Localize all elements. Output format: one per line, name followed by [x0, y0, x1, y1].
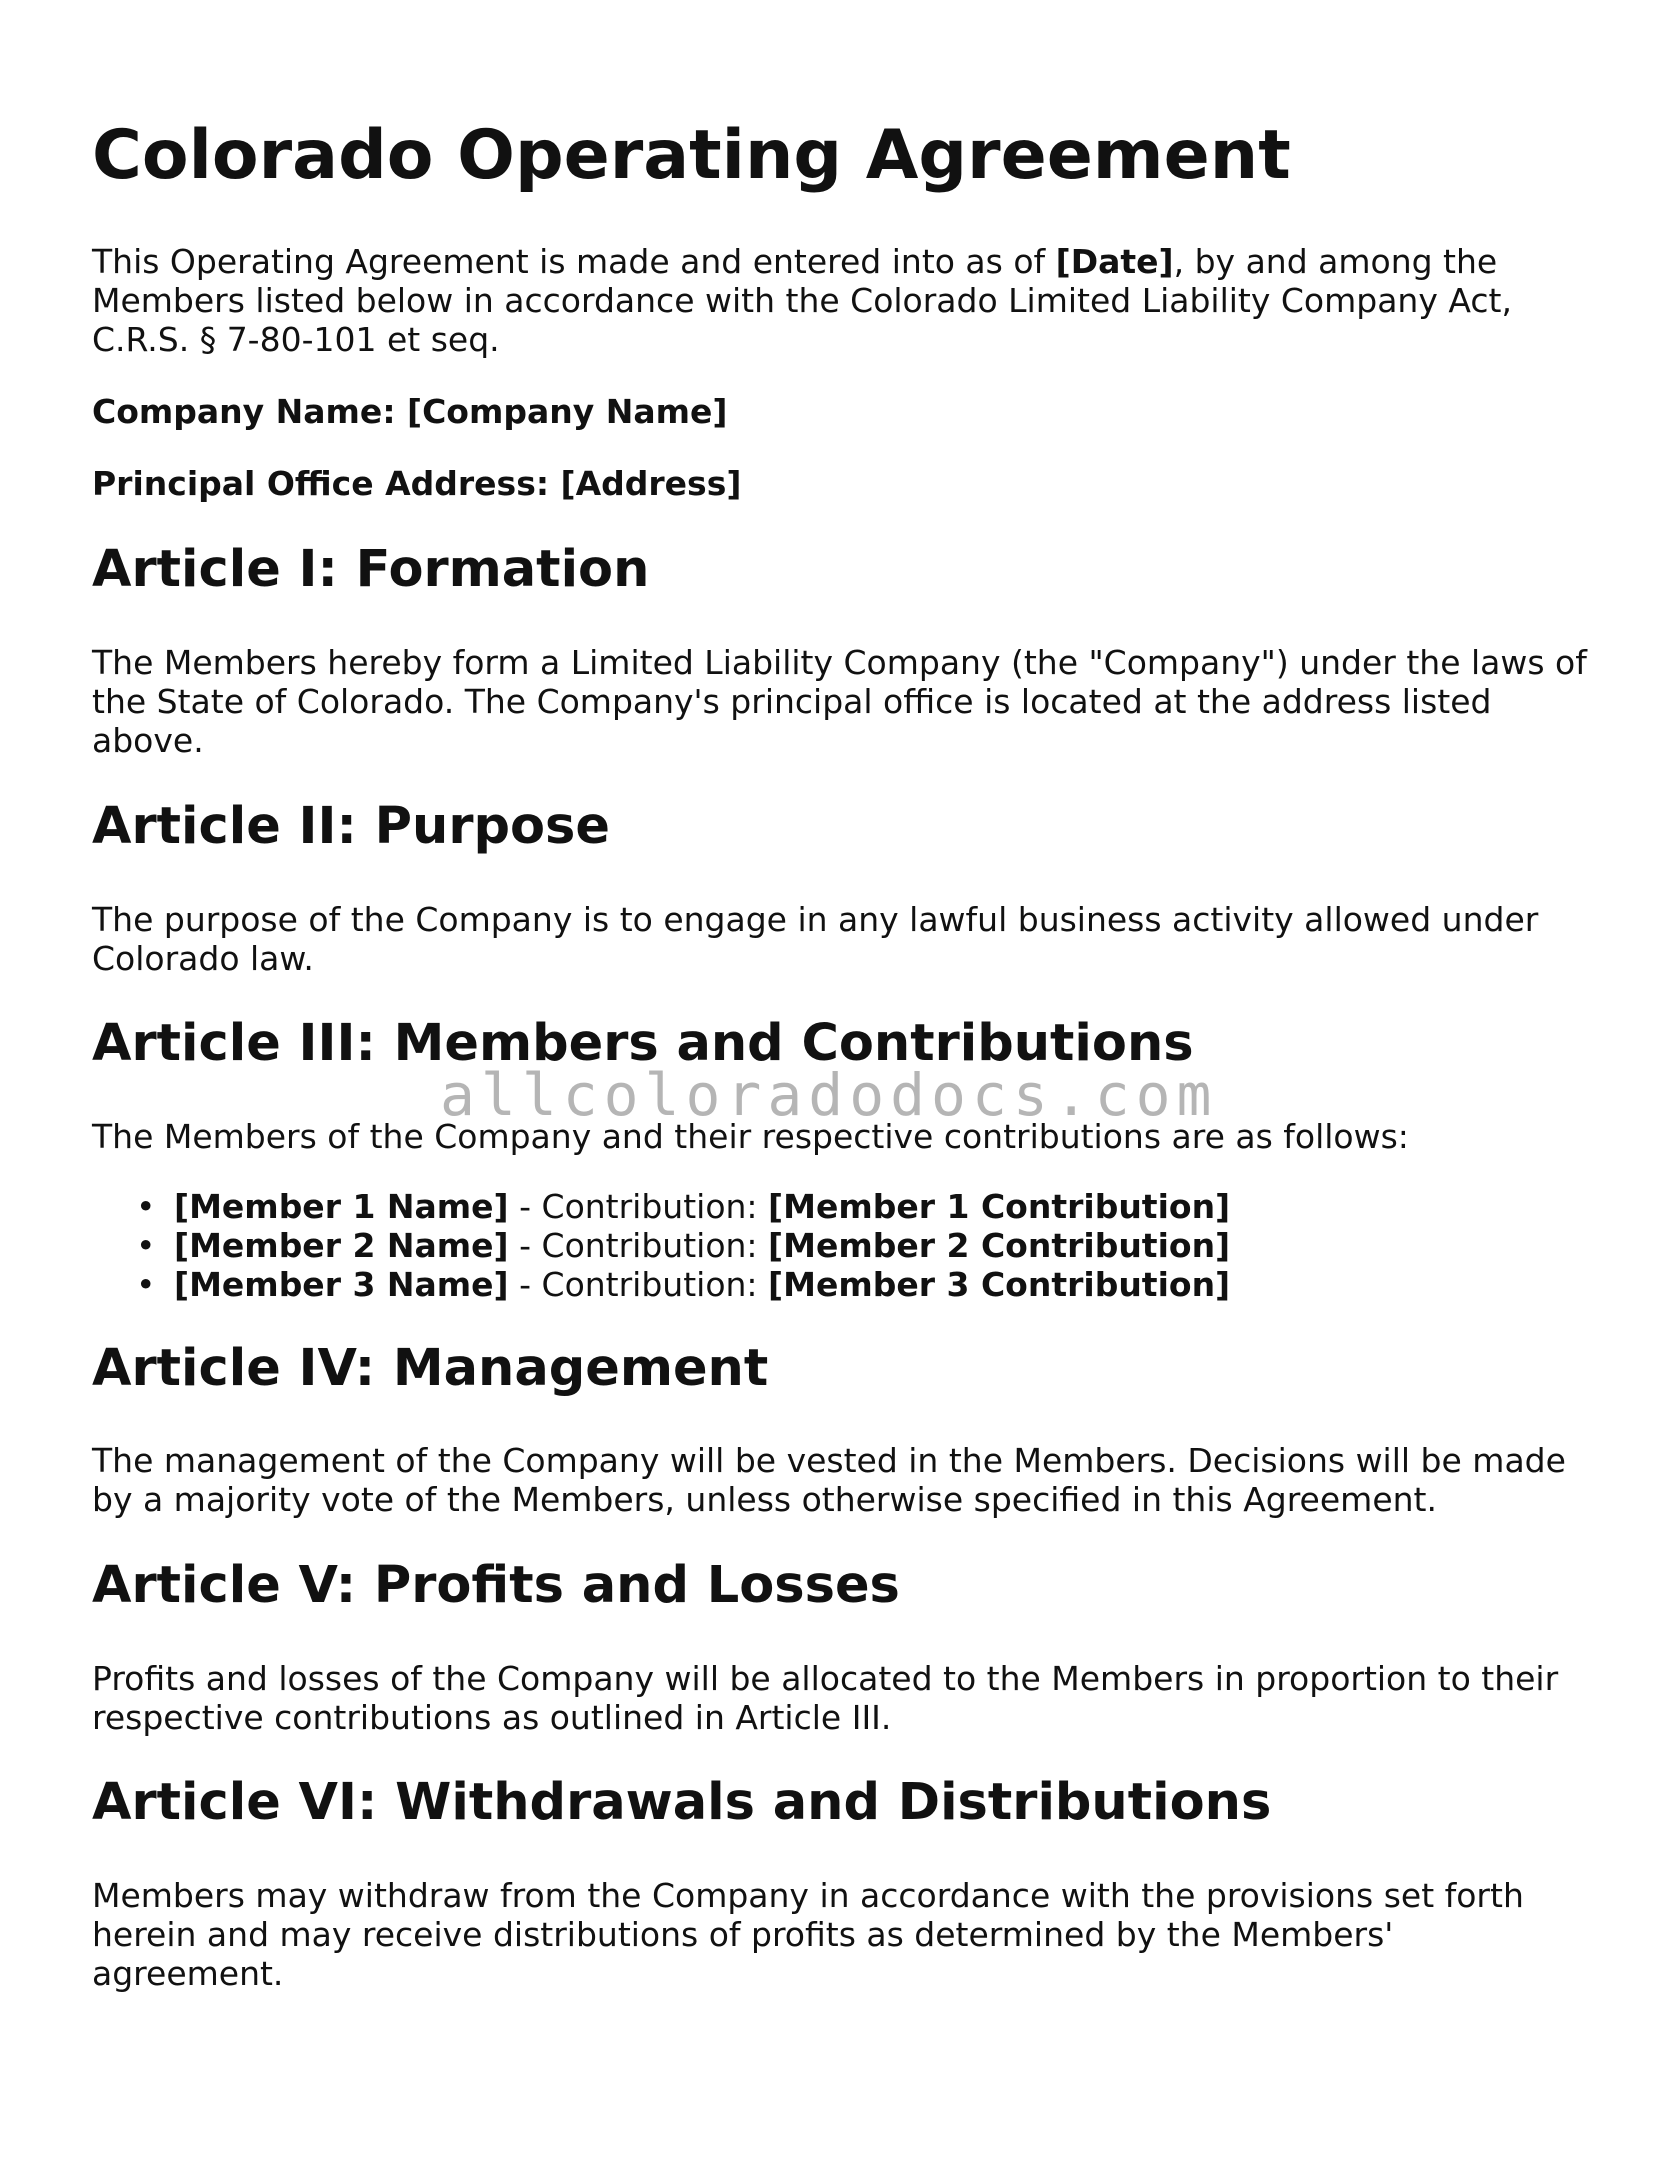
list-item [136, 1187, 1231, 1226]
article-6-heading: Article VI: Withdrawals and Distributions [92, 1773, 1272, 1832]
intro-paragraph [92, 242, 1592, 359]
member-name: [Member 1 Name] [174, 1187, 509, 1226]
article-4-body: The management of the Company will be vested in the Members. Decisions will be made by a majority vote of the Members, unless otherwise specified in this Agreement. [92, 1441, 1566, 1519]
principal-office-line: Principal Office Address: [Address] [92, 464, 742, 503]
article-5-body: Profits and losses of the Company will be allocated to the Members in proportion to their respective contributions as outlined in Article III. [92, 1659, 1559, 1737]
bullet: • [136, 1265, 156, 1304]
date-placeholder: [Date] [1055, 242, 1174, 281]
bullet: • [136, 1226, 156, 1265]
article-1-heading: Article I: Formation [92, 540, 650, 599]
member-name: [Member 3 Name] [174, 1265, 509, 1304]
article-2-heading: Article II: Purpose [92, 797, 610, 856]
contribution-label: - Contribution: [508, 1187, 769, 1226]
article-2-body: The purpose of the Company is to engage in any lawful business activity allowed under Colorado law. [92, 900, 1539, 978]
contribution-label: - Contribution: [508, 1265, 769, 1304]
member-contribution: [Member 1 Contribution] [768, 1187, 1231, 1226]
member-contribution: [Member 2 Contribution] [768, 1226, 1231, 1265]
members-list [92, 1187, 1230, 1304]
list-item [136, 1265, 1231, 1304]
article-4-heading: Article IV: Management [92, 1339, 769, 1398]
member-contribution: [Member 3 Contribution] [768, 1265, 1231, 1304]
article-1-body: The Members hereby form a Limited Liability Company (the "Company") under the laws of the State of Colorado. The Company's principal office is located at the address listed above. [92, 643, 1587, 760]
article-5-heading: Article V: Profits and Losses [92, 1556, 900, 1615]
company-name-line: Company Name: [Company Name] [92, 392, 728, 431]
article-6-body: Members may withdraw from the Company in accordance with the provisions set forth herein and may receive distributions of profits as determined by the Members' agreement. [92, 1876, 1524, 1993]
intro-text-end: , by and among the Members listed below in accordance with the Colorado Limited Liability Company Act, C.R.S. § 7-80-101 et seq. [92, 242, 1512, 359]
article-3-heading: Article III: Members and Contributions [92, 1014, 1194, 1073]
intro-text-start: This Operating Agreement is made and entered into as of [92, 242, 1056, 281]
list-item [136, 1226, 1231, 1265]
document-title: Colorado Operating Agreement [92, 116, 1291, 195]
member-name: [Member 2 Name] [174, 1226, 509, 1265]
bullet: • [136, 1187, 156, 1226]
watermark: allcoloradodocs.com [440, 1061, 1218, 1129]
article-3-body: The Members of the Company and their respective contributions are as follows: [92, 1117, 1409, 1156]
contribution-label: - Contribution: [508, 1226, 769, 1265]
